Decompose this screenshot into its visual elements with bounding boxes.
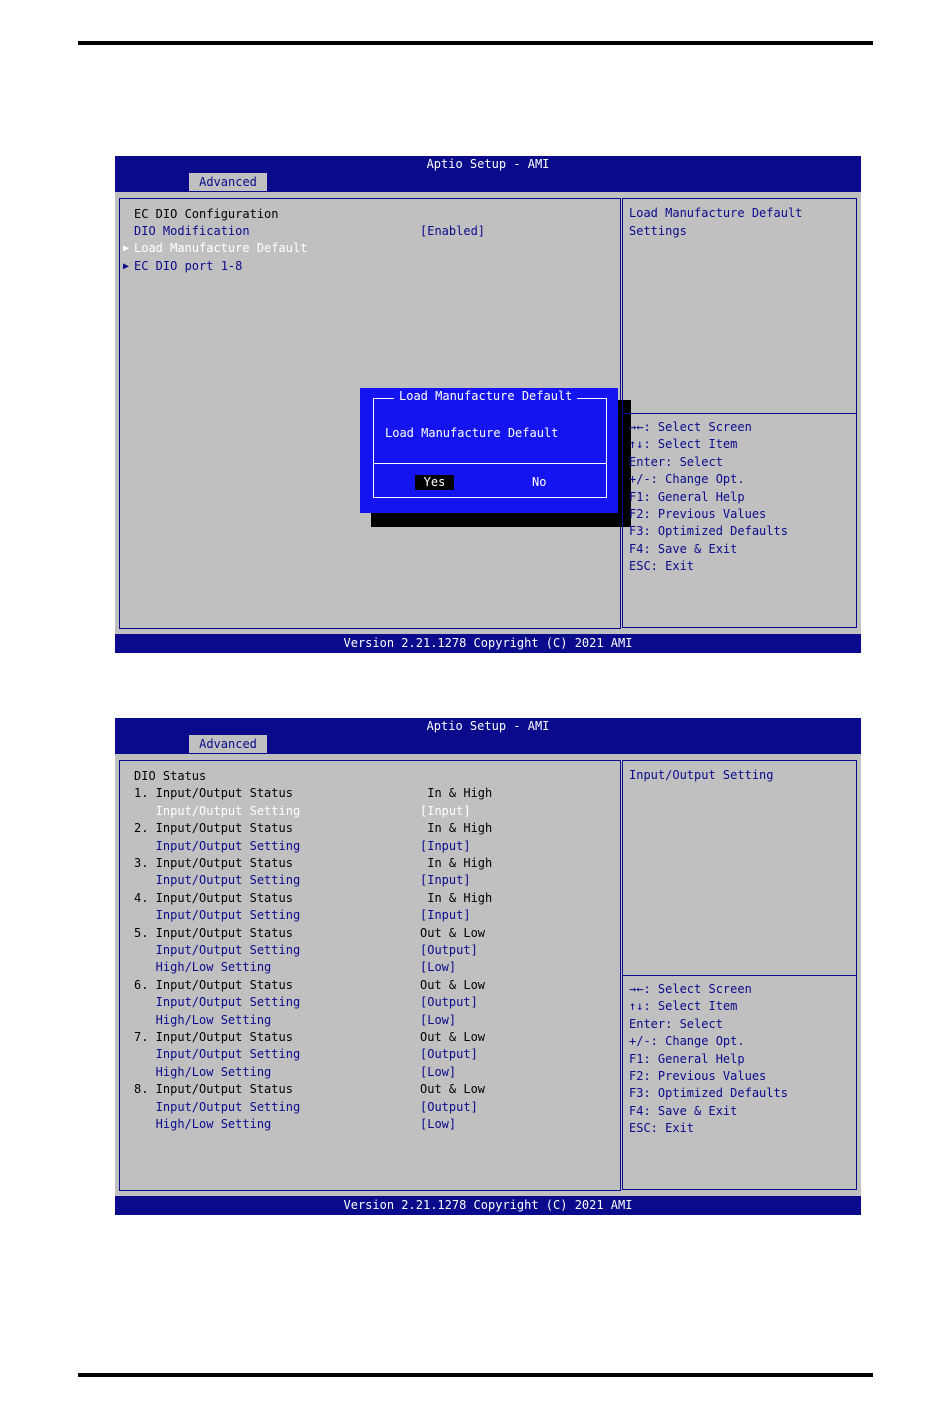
port1-setting-label[interactable]: Input/Output Setting xyxy=(134,803,301,818)
bottom-rule xyxy=(78,1373,873,1377)
help-panel xyxy=(622,198,857,414)
version-footer: Version 2.21.1278 Copyright (C) 2021 AMI xyxy=(115,634,861,653)
port8-highlow-label[interactable]: High/Low Setting xyxy=(134,1117,272,1131)
port3-status-label: 3. Input/Output Status xyxy=(134,856,293,870)
port2-setting-label[interactable]: Input/Output Setting xyxy=(134,838,301,853)
help-text: Input/Output Setting xyxy=(629,768,774,782)
dialog-message: Load Manufacture Default xyxy=(385,426,559,440)
dio-modification-value[interactable]: [Enabled] xyxy=(420,224,486,238)
load-manufacture-default-item[interactable]: Load Manufacture Default xyxy=(134,241,308,255)
section-title: EC DIO Configuration xyxy=(134,207,279,221)
port5-setting-value[interactable]: [Output] xyxy=(420,943,478,957)
settings-panel xyxy=(119,760,621,1191)
port4-setting-label[interactable]: Input/Output Setting xyxy=(134,908,301,923)
tab-advanced[interactable]: Advanced xyxy=(189,173,267,191)
port8-highlow-value[interactable]: [Low] xyxy=(420,1117,457,1131)
dialog-title: Load Manufacture Default xyxy=(394,389,577,403)
port6-status-value: Out & Low xyxy=(420,977,486,992)
version-footer: Version 2.21.1278 Copyright (C) 2021 AMI xyxy=(115,1196,861,1215)
load-default-dialog xyxy=(360,388,618,513)
port7-setting-value[interactable]: [Output] xyxy=(420,1047,478,1062)
port5-status-label: 5. Input/Output Status xyxy=(134,925,293,940)
port4-status-label: 4. Input/Output Status xyxy=(134,890,293,905)
bios-screen-2 xyxy=(115,718,861,1215)
key-legend: →←: Select Screen ↑↓: Select Item Enter: Select +/-: Change Opt. F1: General Help F2: Previous Values F3: Optimized Defaults F4: Save & Exit ESC: Exit xyxy=(629,982,788,1136)
dio-modification-label[interactable]: DIO Modification xyxy=(134,224,250,238)
title-bar xyxy=(115,156,861,192)
dio-status-header: DIO Status xyxy=(134,769,207,783)
dialog-button-frame xyxy=(373,463,607,498)
help-text: Load Manufacture Default Settings xyxy=(629,206,803,238)
port5-highlow-label[interactable]: High/Low Setting xyxy=(134,960,272,975)
no-button[interactable]: No xyxy=(532,475,547,489)
port7-status-label: 7. Input/Output Status xyxy=(134,1030,293,1044)
bios-screen-1 xyxy=(115,156,861,653)
port3-status-value: In & High xyxy=(420,856,493,870)
port8-setting-value[interactable]: [Output] xyxy=(420,1099,478,1114)
port7-setting-label[interactable]: Input/Output Setting xyxy=(134,1047,301,1062)
key-legend: →←: Select Screen ↑↓: Select Item Enter: Select +/-: Change Opt. F1: General Help F2: Previous Values F3: Optimized Defaults F4: Save & Exit ESC: Exit xyxy=(629,420,788,574)
port1-status-label: 1. Input/Output Status xyxy=(134,786,293,801)
port2-setting-value[interactable]: [Input] xyxy=(420,838,471,853)
port5-setting-label[interactable]: Input/Output Setting xyxy=(134,943,301,957)
port7-status-value: Out & Low xyxy=(420,1030,486,1044)
port8-status-value: Out & Low xyxy=(420,1082,486,1097)
port8-status-label: 8. Input/Output Status xyxy=(134,1082,293,1097)
port4-setting-value[interactable]: [Input] xyxy=(420,908,471,923)
port5-status-value: Out & Low xyxy=(420,925,486,940)
setup-title: Aptio Setup - AMI xyxy=(426,719,550,733)
port6-setting-label[interactable]: Input/Output Setting xyxy=(134,995,301,1010)
port3-setting-label[interactable]: Input/Output Setting xyxy=(134,873,301,888)
port1-status-value: In & High xyxy=(420,786,493,801)
port7-highlow-value[interactable]: [Low] xyxy=(420,1064,457,1079)
submenu-arrow-icon: ▶ xyxy=(123,243,130,254)
key-legend-panel xyxy=(622,413,857,628)
help-panel xyxy=(622,760,857,976)
yes-button[interactable]: Yes xyxy=(415,475,454,490)
port2-status-label: 2. Input/Output Status xyxy=(134,821,293,836)
top-rule xyxy=(78,41,873,45)
title-bar xyxy=(115,718,861,754)
setup-title: Aptio Setup - AMI xyxy=(426,157,550,171)
port7-highlow-label[interactable]: High/Low Setting xyxy=(134,1064,272,1079)
port1-setting-value[interactable]: [Input] xyxy=(420,803,471,818)
port4-status-value: In & High xyxy=(420,890,493,905)
port6-status-label: 6. Input/Output Status xyxy=(134,977,293,992)
submenu-arrow-icon: ▶ xyxy=(123,261,130,272)
settings-panel xyxy=(119,198,621,629)
port6-highlow-value[interactable]: [Low] xyxy=(420,1012,457,1027)
key-legend-panel xyxy=(622,975,857,1190)
tab-advanced[interactable]: Advanced xyxy=(189,735,267,753)
port6-setting-value[interactable]: [Output] xyxy=(420,995,478,1010)
ec-dio-port-item[interactable]: EC DIO port 1-8 xyxy=(134,259,243,273)
port3-setting-value[interactable]: [Input] xyxy=(420,873,471,888)
port5-highlow-value[interactable]: [Low] xyxy=(420,960,457,975)
port8-setting-label[interactable]: Input/Output Setting xyxy=(134,1099,301,1114)
port2-status-value: In & High xyxy=(420,821,493,836)
port6-highlow-label[interactable]: High/Low Setting xyxy=(134,1012,272,1027)
